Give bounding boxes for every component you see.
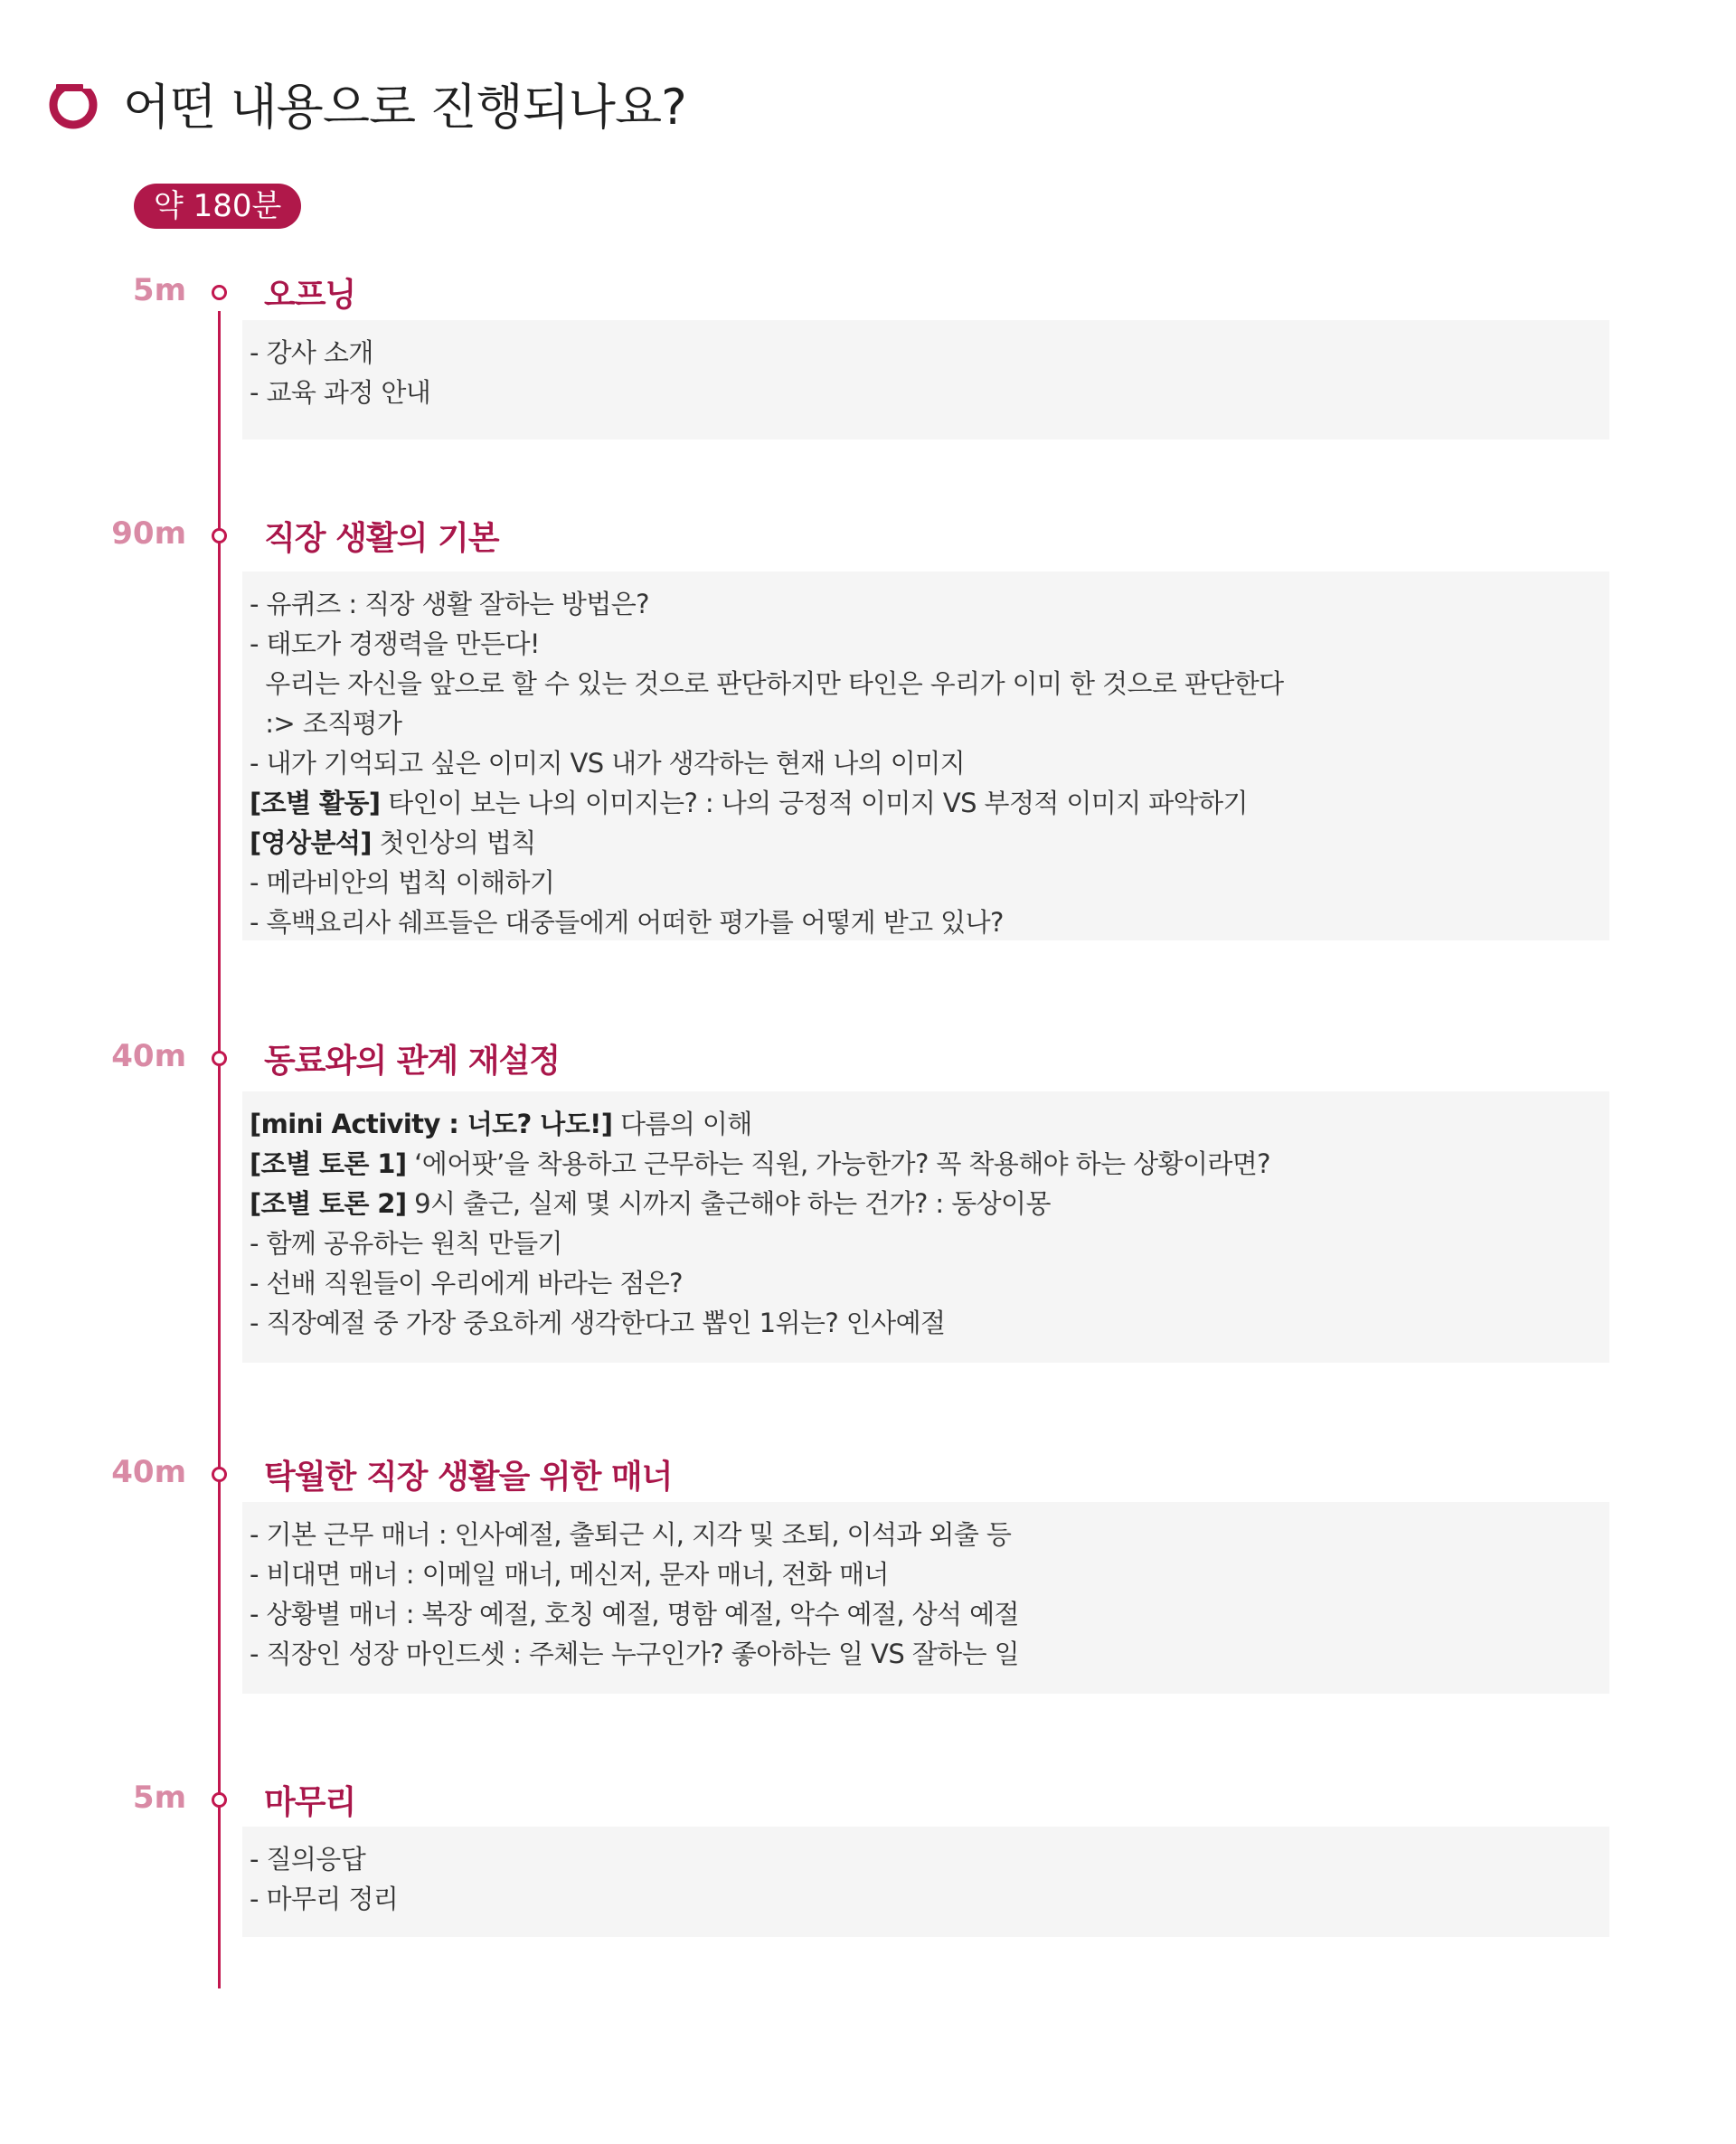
- content-line-bold-label: [조별 토론 2]: [250, 1188, 407, 1219]
- content-line-text: - 메라비안의 법칙 이해하기: [250, 867, 555, 898]
- content-line: [250, 1184, 1600, 1223]
- section-minutes: 90m: [111, 515, 186, 552]
- section-content-box: [242, 1091, 1609, 1363]
- section-minutes: 5m: [132, 1780, 186, 1816]
- content-line-text: - 비대면 매너 : 이메일 매너, 메신저, 문자 매너, 전화 매너: [250, 1559, 889, 1590]
- content-line: [250, 704, 1600, 743]
- timeline-marker-icon: [212, 285, 227, 300]
- content-line-bold-label: [조별 토론 1]: [250, 1148, 407, 1179]
- content-line: [250, 1223, 1600, 1263]
- content-line-text: - 질의응답: [250, 1844, 366, 1875]
- content-line: [250, 1263, 1600, 1303]
- content-line-text: - 강사 소개: [250, 337, 373, 368]
- content-line-text: - 흑백요리사 쉐프들은 대중들에게 어떠한 평가를 어떻게 받고 있나?: [250, 907, 1004, 938]
- content-line-text: - 기본 근무 매너 : 인사예절, 출퇴근 시, 지각 및 조퇴, 이석과 외출 등: [250, 1519, 1012, 1550]
- content-line-text: - 함께 공유하는 원칙 만들기: [250, 1228, 562, 1259]
- content-line-text: - 태도가 경쟁력을 만든다!: [250, 628, 540, 659]
- section-title: 직장 생활의 기본: [264, 520, 499, 557]
- content-line-text: - 내가 기억되고 싶은 이미지 VS 내가 생각하는 현재 나의 이미지: [250, 748, 966, 779]
- content-line: [250, 743, 1600, 783]
- content-line-bold-label: [영상분석]: [250, 827, 372, 858]
- content-line-text: - 상황별 매너 : 복장 예절, 호칭 예절, 명함 예절, 악수 예절, 상석 예절: [250, 1599, 1019, 1629]
- section-content-box: [242, 1827, 1609, 1937]
- timeline-marker-icon: [212, 1051, 227, 1066]
- content-line-text: 첫인상의 법칙: [371, 827, 536, 858]
- content-line: [250, 373, 1600, 412]
- content-line-text: - 마무리 정리: [250, 1884, 399, 1914]
- section-minutes: 40m: [111, 1038, 186, 1074]
- content-line-text: 우리는 자신을 앞으로 할 수 있는 것으로 판단하지만 타인은 우리가 이미 한 것으로 판단한다: [250, 668, 1284, 699]
- page-header: [47, 67, 686, 139]
- content-line: [250, 1144, 1600, 1184]
- timeline-marker-icon: [212, 1467, 227, 1482]
- duration-badge: 약 180분: [134, 184, 301, 229]
- content-line: [250, 1879, 1600, 1919]
- content-line-text: :> 조직평가: [250, 708, 402, 739]
- page-title: 어떤 내용으로 진행되나요?: [123, 78, 686, 136]
- timeline-marker-icon: [212, 528, 227, 543]
- content-line: [250, 664, 1600, 704]
- content-line: [250, 1634, 1600, 1674]
- content-line-text: 타인이 보는 나의 이미지는? : 나의 긍정적 이미지 VS 부정적 이미지 파악하기: [380, 788, 1248, 818]
- content-line: [250, 1594, 1600, 1634]
- content-line: [250, 823, 1600, 863]
- content-line: [250, 783, 1600, 823]
- content-line: [250, 863, 1600, 902]
- content-line: [250, 1303, 1600, 1343]
- content-line: [250, 1104, 1600, 1144]
- brand-logo-icon: [47, 77, 99, 129]
- timeline-marker-icon: [212, 1792, 227, 1808]
- content-line: [250, 1554, 1600, 1594]
- section-minutes: 40m: [111, 1454, 186, 1490]
- content-line-text: - 직장예절 중 가장 중요하게 생각한다고 뽑인 1위는? 인사예절: [250, 1308, 946, 1338]
- content-line: [250, 1515, 1600, 1554]
- content-line-text: 9시 출근, 실제 몇 시까지 출근해야 하는 건가? : 동상이몽: [406, 1188, 1051, 1219]
- content-line-text: 다름의 이해: [612, 1109, 752, 1139]
- section-content-box: [242, 320, 1609, 439]
- section-title: 마무리: [264, 1784, 356, 1821]
- content-line: [250, 902, 1600, 942]
- content-line: [250, 584, 1600, 624]
- content-line-text: - 직장인 성장 마인드셋 : 주체는 누구인가? 좋아하는 일 VS 잘하는 일: [250, 1639, 1020, 1669]
- content-line-text: ‘에어팟’을 착용하고 근무하는 직원, 가능한가? 꼭 착용해야 하는 상황이라면?: [406, 1148, 1270, 1179]
- section-content-box: [242, 1502, 1609, 1694]
- content-line-text: - 교육 과정 안내: [250, 377, 431, 408]
- content-line-bold-label: [mini Activity : 너도? 나도!]: [250, 1109, 613, 1139]
- content-line: [250, 333, 1600, 373]
- section-title: 동료와의 관계 재설정: [264, 1043, 561, 1080]
- section-minutes: 5m: [132, 272, 186, 308]
- content-line: [250, 624, 1600, 664]
- content-line-text: - 유퀴즈 : 직장 생활 잘하는 방법은?: [250, 589, 649, 619]
- section-content-box: [242, 571, 1609, 940]
- content-line-bold-label: [조별 활동]: [250, 788, 381, 818]
- timeline-line: [218, 311, 221, 1988]
- section-title: 오프닝: [264, 277, 356, 314]
- content-line-text: - 선배 직원들이 우리에게 바라는 점은?: [250, 1268, 683, 1299]
- content-line: [250, 1839, 1600, 1879]
- section-title: 탁월한 직장 생활을 위한 매너: [264, 1459, 673, 1496]
